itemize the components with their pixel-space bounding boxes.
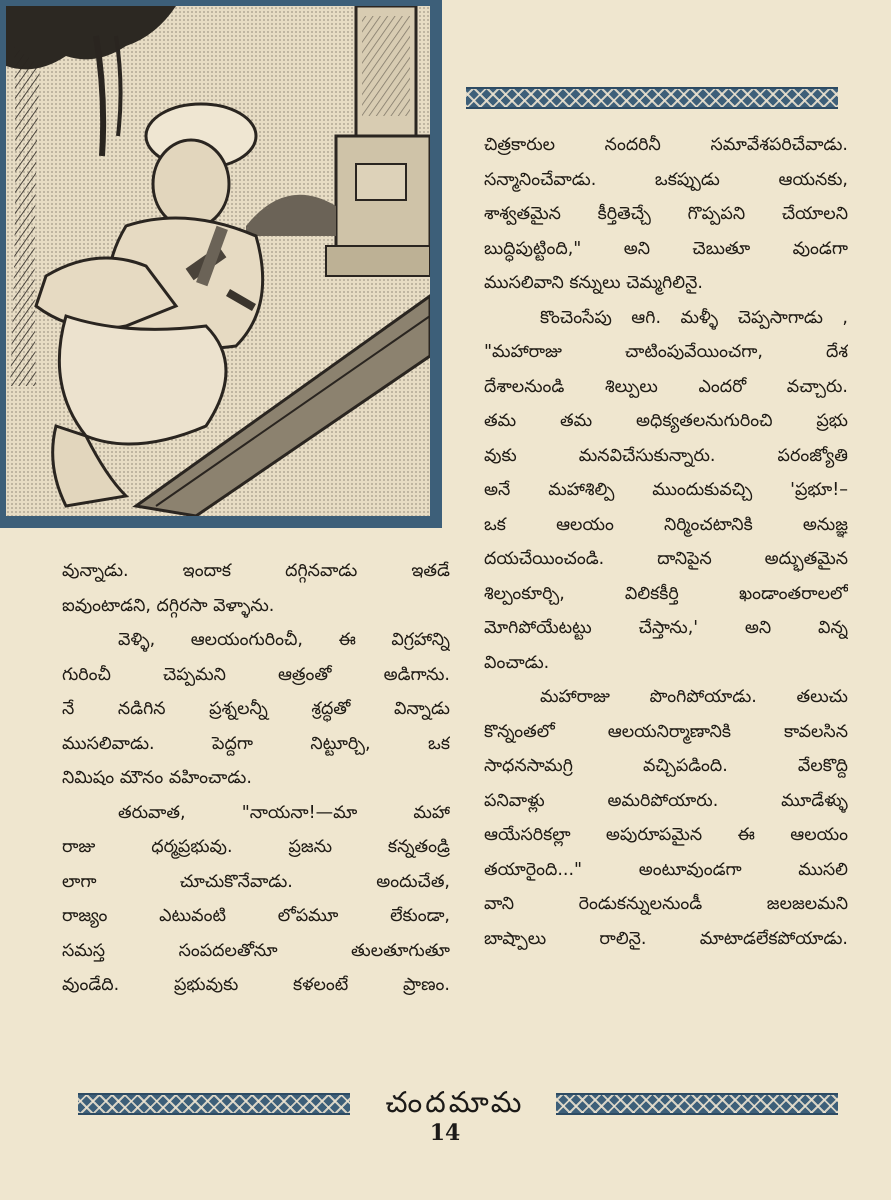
text-line: దేశాలనుండి శిల్పులు ఎందరో వచ్చారు. (484, 376, 848, 397)
ornamental-border-top (466, 87, 838, 109)
text-line: ముసలివాని కన్నులు చెమ్మగిలినై. (484, 273, 703, 293)
text-line: రాజు ధర్మప్రభువు. ప్రజను కన్నతండ్రి (62, 837, 450, 857)
paragraph (484, 301, 848, 681)
text-column-left (62, 554, 450, 1003)
paragraph (62, 554, 450, 623)
text-line: శాశ్వతమైన కీర్తితెచ్చే గొప్పపని చేయాలని (484, 204, 848, 224)
text-line: తయారైంది..." అంటూవుండగా ముసలి (484, 859, 848, 880)
text-line: అనే మహాశిల్పి ముందుకువచ్చి 'ప్రభూ!– (484, 480, 848, 500)
text-line: వాని రెండుకన్నులనుండీ జలజలమని (484, 894, 848, 914)
illustration-panel (0, 0, 442, 528)
ornamental-border-footer-right (556, 1093, 838, 1115)
text-line: తరువాత, "నాయనా!—మా మహా (118, 802, 450, 823)
paragraph (62, 796, 450, 1003)
paragraph (484, 680, 848, 956)
text-line: చిత్రకారుల నందరినీ సమావేశపరిచేవాడు. (484, 135, 848, 155)
text-line: బుద్ధిపుట్టింది," అని చెబుతూ వుండగా (484, 238, 848, 259)
text-line: ముసలివాడు. పెద్దగా నిట్టూర్చి, ఒక (62, 733, 450, 754)
paragraph (484, 128, 848, 301)
text-line: సన్మానించేవాడు. ఒకప్పుడు ఆయనకు, (484, 169, 848, 190)
text-line: సాధనసామగ్రి వచ్చిపడింది. వేలకొద్ది (484, 756, 848, 776)
text-line: నే నడిగిన ప్రశ్నలన్నీ శ్రద్ధతో విన్నాడు (62, 699, 450, 719)
text-line: వున్నాడు. ఇందాక దగ్గినవాడు ఇతడే (62, 561, 450, 581)
text-line: "మహారాజు చాటింపువేయించగా, దేశ (484, 342, 848, 362)
text-line: లాగా చూచుకొనేవాడు. అందుచేత, (62, 871, 450, 892)
text-line: పనివాళ్లు అమరిపోయారు. మూడేళ్ళు (484, 790, 848, 811)
text-line: శిల్పంకూర్చి, విలికకీర్తి ఖండాంతరాలలో (484, 583, 848, 604)
sculptor-carving-icon (6, 6, 430, 516)
text-line: ఐవుంటాడని, దగ్గిరసా వెళ్ళాను. (62, 595, 275, 616)
ornamental-border-footer-left (78, 1093, 350, 1115)
text-line: కొన్నంతలో ఆలయనిర్మాణానికి కావలసిన (484, 721, 848, 742)
text-column-right (484, 128, 848, 956)
text-line: గురించీ చెప్పమని ఆత్రంతో అడిగాను. (62, 664, 450, 685)
magazine-title: చందమామ (385, 1085, 525, 1119)
text-line: రాజ్యం ఎటువంటి లోపమూ లేకుండా, (62, 906, 450, 926)
text-line: మహారాజు పొంగిపోయాడు. తలుచు (540, 687, 848, 707)
paragraph (62, 623, 450, 796)
text-line: వుండేది. ప్రభువుకు కళలంటే ప్రాణం. (62, 975, 450, 995)
text-line: నిమిషం మౌనం వహించాడు. (62, 768, 252, 788)
text-line: సమస్త సంపదలతోనూ తులతూగుతూ (62, 940, 450, 961)
text-line: కొంచెంసేపు ఆగి. మళ్ళీ చెప్పసాగాడు , (540, 307, 848, 328)
text-line: ఆయేసరికల్లా అపురూపమైన ఈ ఆలయం (484, 825, 848, 845)
text-line: వించాడు. (484, 652, 550, 673)
text-line: వుకు మనవిచేసుకున్నారు. పరంజ్యోతి (484, 445, 848, 466)
text-line: వెళ్ళి, ఆలయంగురించీ, ఈ విగ్రహాన్ని (118, 630, 450, 650)
text-line: దయచేయించండి. దానిపైన అద్భుతమైన (484, 549, 848, 569)
text-line: ఒక ఆలయం నిర్మించటానికి అనుజ్ఞ (484, 514, 848, 535)
page-number: 14 (429, 1120, 461, 1146)
text-line: తమ తమ అధిక్యతలనుగురించి ప్రభు (484, 411, 848, 431)
text-line: బాష్పాలు రాలినై. మాటాడలేకపోయాడు. (484, 928, 848, 949)
text-line: మోగిపోయేటట్టు చేస్తాను,' అని విన్న (484, 618, 848, 638)
